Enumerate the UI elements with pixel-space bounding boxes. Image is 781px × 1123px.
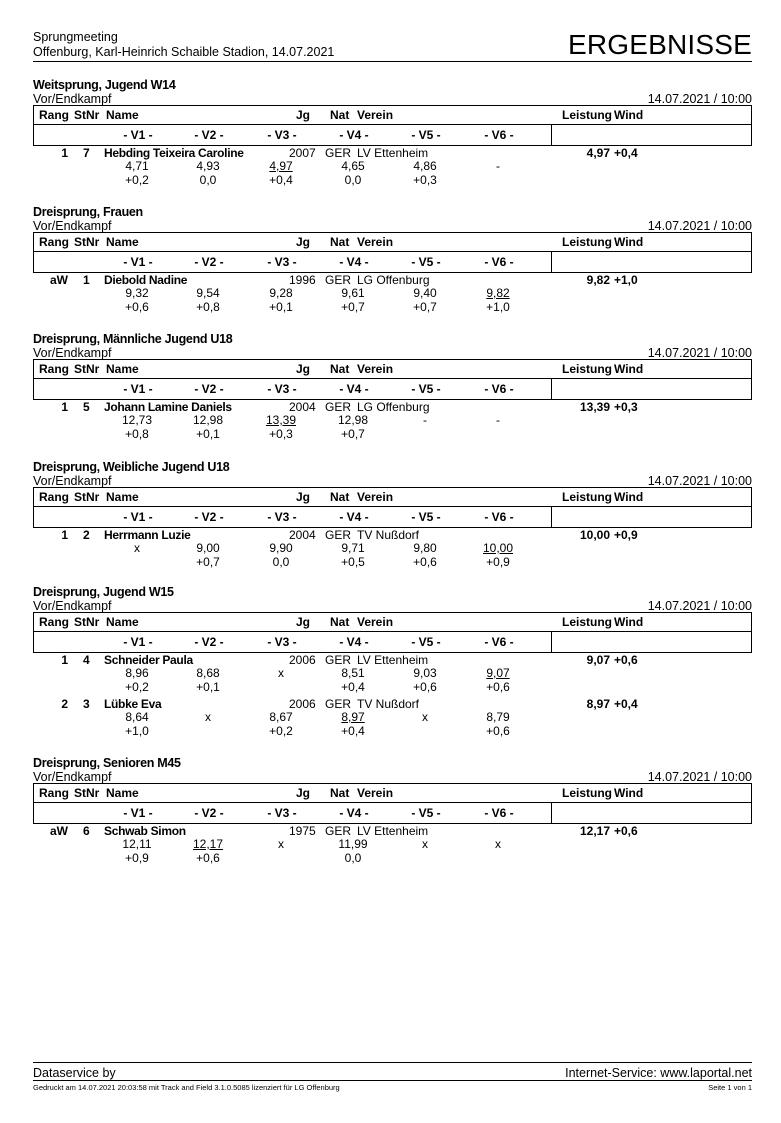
athlete-name: Herrmann Luzie: [104, 528, 191, 542]
result-row: [33, 824, 752, 838]
print-info: Gedruckt am 14.07.2021 20:03:58 mit Track and Field 3.1.0.5085 lizenziert für LG Offenburg: [33, 1083, 340, 1092]
attempt-v4: 12,98: [337, 413, 369, 427]
event-round: Vor/Endkampf: [33, 599, 112, 613]
attempt-v2: 9,00: [196, 541, 220, 555]
col-header-jg: Jg: [296, 235, 311, 249]
col-header-stnr: StNr: [74, 615, 100, 629]
col-header-v5: - V5 -: [411, 510, 441, 524]
attempt-wind-v3: +0,2: [269, 724, 293, 738]
col-header-rang: Rang: [39, 786, 69, 800]
header-vertical-divider: [551, 507, 552, 527]
attempt-wind-v6: +1,0: [486, 300, 510, 314]
attempt-wind-v4: +0,5: [341, 555, 365, 569]
attempt-v2: 12,98: [192, 413, 224, 427]
attempt-v6: -: [496, 413, 500, 427]
athlete-name: Johann Lamine Daniels: [104, 400, 232, 414]
attempt-v2: 4,93: [196, 159, 220, 173]
result-wind: +1,0: [614, 273, 638, 287]
nationality: GER: [325, 146, 352, 160]
attempt-v5: x: [422, 837, 428, 851]
attempt-wind-v3: 0,0: [272, 555, 290, 569]
col-header-nat: Nat: [330, 108, 350, 122]
col-header-leistung: Leistung: [562, 490, 612, 504]
club: TV Nußdorf: [357, 697, 420, 711]
attempt-v1: 12,11: [122, 837, 152, 851]
event-name: Dreisprung, Senioren M45: [33, 756, 181, 770]
result-row: [33, 400, 752, 414]
attempt-v4: 9,61: [341, 286, 365, 300]
result-bib: 5: [83, 400, 90, 414]
event-name: Weitsprung, Jugend W14: [33, 78, 176, 92]
col-header-v3: - V3 -: [267, 635, 297, 649]
attempt-v4: 8,51: [341, 666, 365, 680]
attempt-v3: x: [278, 666, 284, 680]
result-wind: +0,9: [614, 528, 638, 542]
col-header-v6: - V6 -: [484, 255, 514, 269]
col-header-v2: - V2 -: [194, 382, 224, 396]
birth-year: 2007: [289, 146, 316, 160]
attempt-v3: 13,39: [265, 413, 297, 427]
attempt-wind-v1: +0,9: [125, 851, 149, 865]
attempt-v1: 8,64: [125, 710, 149, 724]
col-header-verein: Verein: [357, 362, 394, 376]
col-header-v2: - V2 -: [194, 510, 224, 524]
nationality: GER: [325, 697, 352, 711]
col-header-v4: - V4 -: [339, 255, 369, 269]
attempt-wind-v1: +0,6: [125, 300, 149, 314]
result-bib: 2: [83, 528, 90, 542]
col-header-nat: Nat: [330, 490, 350, 504]
col-header-wind: Wind: [614, 615, 644, 629]
nationality: GER: [325, 400, 352, 414]
attempt-v6: 9,82: [486, 286, 510, 300]
col-header-v1: - V1 -: [123, 510, 153, 524]
page-header: [33, 0, 752, 64]
col-header-v5: - V5 -: [411, 635, 441, 649]
col-header-v3: - V3 -: [267, 255, 297, 269]
col-header-v1: - V1 -: [123, 382, 153, 396]
col-header-name: Name: [106, 108, 139, 122]
attempt-v6: x: [495, 837, 501, 851]
athlete-name: Schneider Paula: [104, 653, 193, 667]
col-header-wind: Wind: [614, 786, 644, 800]
event-name: Dreisprung, Frauen: [33, 205, 143, 219]
club: LV Ettenheim: [357, 824, 429, 838]
result-performance: 4,97: [586, 146, 610, 160]
club: LV Ettenheim: [357, 653, 429, 667]
col-header-jg: Jg: [296, 490, 311, 504]
internet-service: Internet-Service: www.laportal.net: [565, 1066, 752, 1080]
result-wind: +0,4: [614, 697, 638, 711]
col-header-name: Name: [106, 490, 139, 504]
attempts-row: [33, 286, 752, 300]
col-header-stnr: StNr: [74, 235, 100, 249]
col-header-rang: Rang: [39, 362, 69, 376]
col-header-rang: Rang: [39, 235, 69, 249]
attempt-v1: 12,73: [121, 413, 153, 427]
col-header-v5: - V5 -: [411, 255, 441, 269]
attempt-v3: x: [278, 837, 284, 851]
result-bib: 1: [83, 273, 90, 287]
col-header-v5: - V5 -: [411, 128, 441, 142]
attempt-v3: 4,97: [269, 159, 293, 173]
event-datetime: 14.07.2021 / 10:00: [647, 599, 752, 613]
attempt-winds-row: [33, 173, 752, 187]
col-header-wind: Wind: [614, 362, 644, 376]
nationality: GER: [325, 273, 352, 287]
header-divider: [34, 506, 751, 507]
results-header: [33, 783, 752, 824]
col-header-leistung: Leistung: [562, 108, 612, 122]
col-header-v1: - V1 -: [123, 255, 153, 269]
attempt-v3: 8,67: [269, 710, 293, 724]
col-header-nat: Nat: [330, 786, 350, 800]
header-divider: [34, 251, 751, 252]
results-header: [33, 612, 752, 653]
col-header-wind: Wind: [614, 108, 644, 122]
footer-rule: [33, 1062, 752, 1063]
col-header-jg: Jg: [296, 108, 311, 122]
attempts-row: [33, 710, 752, 724]
result-wind: +0,6: [614, 824, 638, 838]
attempt-winds-row: [33, 851, 752, 865]
attempt-v2: 12,17: [192, 837, 224, 851]
col-header-v6: - V6 -: [484, 128, 514, 142]
attempt-wind-v5: +0,6: [413, 680, 437, 694]
attempt-wind-v5: +0,6: [413, 555, 437, 569]
result-rank: aW: [50, 824, 68, 838]
col-header-v1: - V1 -: [123, 806, 153, 820]
attempt-v3: 9,28: [269, 286, 293, 300]
col-header-v4: - V4 -: [339, 635, 369, 649]
attempt-winds-row: [33, 555, 752, 569]
attempt-wind-v6: +0,6: [486, 724, 510, 738]
result-row: [33, 528, 752, 542]
result-rank: 1: [61, 653, 68, 667]
event-section: [33, 585, 752, 738]
header-vertical-divider: [551, 632, 552, 652]
attempt-v1: x: [134, 541, 140, 555]
club: LG Offenburg: [357, 400, 430, 414]
attempt-v5: 9,40: [413, 286, 437, 300]
event-round: Vor/Endkampf: [33, 346, 112, 360]
result-performance: 13,39: [579, 400, 610, 414]
header-vertical-divider: [551, 125, 552, 145]
result-rank: 1: [61, 400, 68, 414]
col-header-rang: Rang: [39, 490, 69, 504]
dataservice-label: Dataservice by: [33, 1066, 116, 1080]
attempt-wind-v6: +0,9: [486, 555, 510, 569]
attempt-v3: 9,90: [269, 541, 293, 555]
attempt-v1: 9,32: [125, 286, 149, 300]
col-header-wind: Wind: [614, 490, 644, 504]
col-header-nat: Nat: [330, 235, 350, 249]
club: TV Nußdorf: [357, 528, 420, 542]
header-divider: [34, 631, 751, 632]
footer-rule-2: [33, 1080, 752, 1081]
attempt-wind-v2: 0,0: [199, 173, 217, 187]
result-performance: 9,82: [586, 273, 610, 287]
header-vertical-divider: [551, 252, 552, 272]
col-header-v1: - V1 -: [123, 635, 153, 649]
attempt-v6: 9,07: [486, 666, 510, 680]
attempt-wind-v1: +0,8: [125, 427, 149, 441]
attempt-wind-v4: +0,7: [341, 300, 365, 314]
result-performance: 10,00: [579, 528, 610, 542]
results-header: [33, 487, 752, 528]
venue-date: Offenburg, Karl-Heinrich Schaible Stadion, 14.07.2021: [33, 45, 335, 59]
event-name: Dreisprung, Männliche Jugend U18: [33, 332, 233, 346]
event-round: Vor/Endkampf: [33, 92, 112, 106]
result-row: [33, 146, 752, 160]
col-header-verein: Verein: [357, 786, 394, 800]
attempt-v6: 10,00: [482, 541, 514, 555]
attempt-wind-v2: +0,1: [196, 427, 220, 441]
attempt-winds-row: [33, 724, 752, 738]
header-rule: [33, 61, 752, 62]
col-header-v3: - V3 -: [267, 128, 297, 142]
result-performance: 9,07: [586, 653, 610, 667]
attempt-wind-v2: +0,8: [196, 300, 220, 314]
results-header: [33, 232, 752, 273]
attempt-wind-v4: +0,7: [341, 427, 365, 441]
result-row: [33, 653, 752, 667]
header-vertical-divider: [551, 379, 552, 399]
athlete-name: Schwab Simon: [104, 824, 186, 838]
result-bib: 3: [83, 697, 90, 711]
result-rank: 2: [61, 697, 68, 711]
col-header-v3: - V3 -: [267, 510, 297, 524]
club: LV Ettenheim: [357, 146, 429, 160]
event-datetime: 14.07.2021 / 10:00: [647, 474, 752, 488]
attempt-wind-v2: +0,7: [196, 555, 220, 569]
event-datetime: 14.07.2021 / 10:00: [647, 92, 752, 106]
attempt-wind-v1: +0,2: [125, 680, 149, 694]
attempt-v1: 4,71: [125, 159, 149, 173]
col-header-stnr: StNr: [74, 490, 100, 504]
col-header-v3: - V3 -: [267, 806, 297, 820]
birth-year: 2006: [289, 653, 316, 667]
col-header-v5: - V5 -: [411, 382, 441, 396]
col-header-name: Name: [106, 235, 139, 249]
nationality: GER: [325, 653, 352, 667]
col-header-v1: - V1 -: [123, 128, 153, 142]
col-header-verein: Verein: [357, 108, 394, 122]
col-header-v4: - V4 -: [339, 128, 369, 142]
attempt-v2: 8,68: [196, 666, 220, 680]
result-bib: 7: [83, 146, 90, 160]
col-header-name: Name: [106, 786, 139, 800]
col-header-leistung: Leistung: [562, 615, 612, 629]
attempt-wind-v4: +0,4: [341, 724, 365, 738]
col-header-nat: Nat: [330, 362, 350, 376]
col-header-rang: Rang: [39, 615, 69, 629]
event-name: Dreisprung, Weibliche Jugend U18: [33, 460, 230, 474]
club: LG Offenburg: [357, 273, 430, 287]
col-header-stnr: StNr: [74, 786, 100, 800]
results-header: [33, 105, 752, 146]
result-wind: +0,3: [614, 400, 638, 414]
col-header-v6: - V6 -: [484, 635, 514, 649]
col-header-name: Name: [106, 615, 139, 629]
attempts-row: [33, 159, 752, 173]
attempt-v1: 8,96: [125, 666, 149, 680]
attempt-winds-row: [33, 680, 752, 694]
birth-year: 2004: [289, 528, 316, 542]
event-datetime: 14.07.2021 / 10:00: [647, 219, 752, 233]
page-footer: [33, 1058, 752, 1098]
col-header-wind: Wind: [614, 235, 644, 249]
attempt-wind-v3: +0,1: [269, 300, 293, 314]
header-divider: [34, 378, 751, 379]
event-section: [33, 205, 752, 325]
header-divider: [34, 124, 751, 125]
col-header-nat: Nat: [330, 615, 350, 629]
attempt-wind-v2: +0,6: [196, 851, 220, 865]
attempt-wind-v4: 0,0: [344, 851, 362, 865]
attempt-v4: 8,97: [341, 710, 365, 724]
attempt-v5: x: [422, 710, 428, 724]
result-rank: aW: [50, 273, 68, 287]
attempt-wind-v5: +0,3: [413, 173, 437, 187]
nationality: GER: [325, 528, 352, 542]
event-round: Vor/Endkampf: [33, 770, 112, 784]
attempt-v4: 11,99: [338, 837, 368, 851]
result-wind: +0,4: [614, 146, 638, 160]
athlete-name: Lübke Eva: [104, 697, 162, 711]
attempt-v4: 4,65: [341, 159, 365, 173]
attempt-wind-v1: +1,0: [125, 724, 149, 738]
page-number: Seite 1 von 1: [708, 1083, 752, 1092]
attempt-wind-v4: 0,0: [344, 173, 362, 187]
event-section: [33, 756, 752, 876]
col-header-verein: Verein: [357, 490, 394, 504]
event-section: [33, 332, 752, 452]
attempt-winds-row: [33, 427, 752, 441]
attempts-row: [33, 837, 752, 851]
attempts-row: [33, 541, 752, 555]
header-vertical-divider: [551, 803, 552, 823]
results-header: [33, 359, 752, 400]
result-rank: 1: [61, 146, 68, 160]
attempt-v5: -: [423, 413, 427, 427]
col-header-v2: - V2 -: [194, 635, 224, 649]
col-header-name: Name: [106, 362, 139, 376]
col-header-stnr: StNr: [74, 108, 100, 122]
attempts-row: [33, 413, 752, 427]
col-header-v4: - V4 -: [339, 510, 369, 524]
attempt-wind-v3: +0,3: [269, 427, 293, 441]
col-header-v2: - V2 -: [194, 806, 224, 820]
col-header-v4: - V4 -: [339, 382, 369, 396]
col-header-v6: - V6 -: [484, 382, 514, 396]
col-header-jg: Jg: [296, 615, 311, 629]
attempts-row: [33, 666, 752, 680]
col-header-jg: Jg: [296, 786, 311, 800]
meeting-name: Sprungmeeting: [33, 30, 118, 44]
attempt-v2: x: [205, 710, 211, 724]
header-divider: [34, 802, 751, 803]
attempt-wind-v4: +0,4: [341, 680, 365, 694]
col-header-v3: - V3 -: [267, 382, 297, 396]
result-performance: 8,97: [586, 697, 610, 711]
col-header-v2: - V2 -: [194, 255, 224, 269]
event-round: Vor/Endkampf: [33, 219, 112, 233]
result-row: [33, 697, 752, 711]
attempt-winds-row: [33, 300, 752, 314]
attempt-wind-v6: +0,6: [486, 680, 510, 694]
attempt-v2: 9,54: [196, 286, 220, 300]
col-header-leistung: Leistung: [562, 362, 612, 376]
col-header-v2: - V2 -: [194, 128, 224, 142]
birth-year: 2004: [289, 400, 316, 414]
attempt-v6: -: [496, 159, 500, 173]
result-performance: 12,17: [579, 824, 610, 838]
col-header-verein: Verein: [357, 615, 394, 629]
result-bib: 6: [83, 824, 90, 838]
attempt-v5: 9,80: [413, 541, 437, 555]
attempt-wind-v5: +0,7: [413, 300, 437, 314]
athlete-name: Diebold Nadine: [104, 273, 188, 287]
event-section: [33, 78, 752, 198]
attempt-wind-v2: +0,1: [196, 680, 220, 694]
event-name: Dreisprung, Jugend W15: [33, 585, 174, 599]
event-section: [33, 460, 752, 580]
col-header-v5: - V5 -: [411, 806, 441, 820]
result-wind: +0,6: [614, 653, 638, 667]
attempt-v5: 4,86: [413, 159, 437, 173]
attempt-v4: 9,71: [341, 541, 365, 555]
result-bib: 4: [83, 653, 90, 667]
attempt-wind-v3: +0,4: [269, 173, 293, 187]
col-header-stnr: StNr: [74, 362, 100, 376]
birth-year: 1996: [289, 273, 316, 287]
col-header-verein: Verein: [357, 235, 394, 249]
col-header-v6: - V6 -: [484, 806, 514, 820]
page-title: ERGEBNISSE: [567, 29, 752, 60]
athlete-name: Hebding Teixeira Caroline: [104, 146, 244, 160]
col-header-leistung: Leistung: [562, 786, 612, 800]
col-header-rang: Rang: [39, 108, 69, 122]
col-header-v4: - V4 -: [339, 806, 369, 820]
event-round: Vor/Endkampf: [33, 474, 112, 488]
col-header-v6: - V6 -: [484, 510, 514, 524]
event-datetime: 14.07.2021 / 10:00: [647, 770, 752, 784]
birth-year: 2006: [289, 697, 316, 711]
col-header-leistung: Leistung: [562, 235, 612, 249]
col-header-jg: Jg: [296, 362, 311, 376]
result-rank: 1: [61, 528, 68, 542]
result-row: [33, 273, 752, 287]
nationality: GER: [325, 824, 352, 838]
event-datetime: 14.07.2021 / 10:00: [647, 346, 752, 360]
birth-year: 1975: [289, 824, 316, 838]
attempt-v5: 9,03: [413, 666, 437, 680]
attempt-wind-v1: +0,2: [125, 173, 149, 187]
attempt-v6: 8,79: [486, 710, 510, 724]
